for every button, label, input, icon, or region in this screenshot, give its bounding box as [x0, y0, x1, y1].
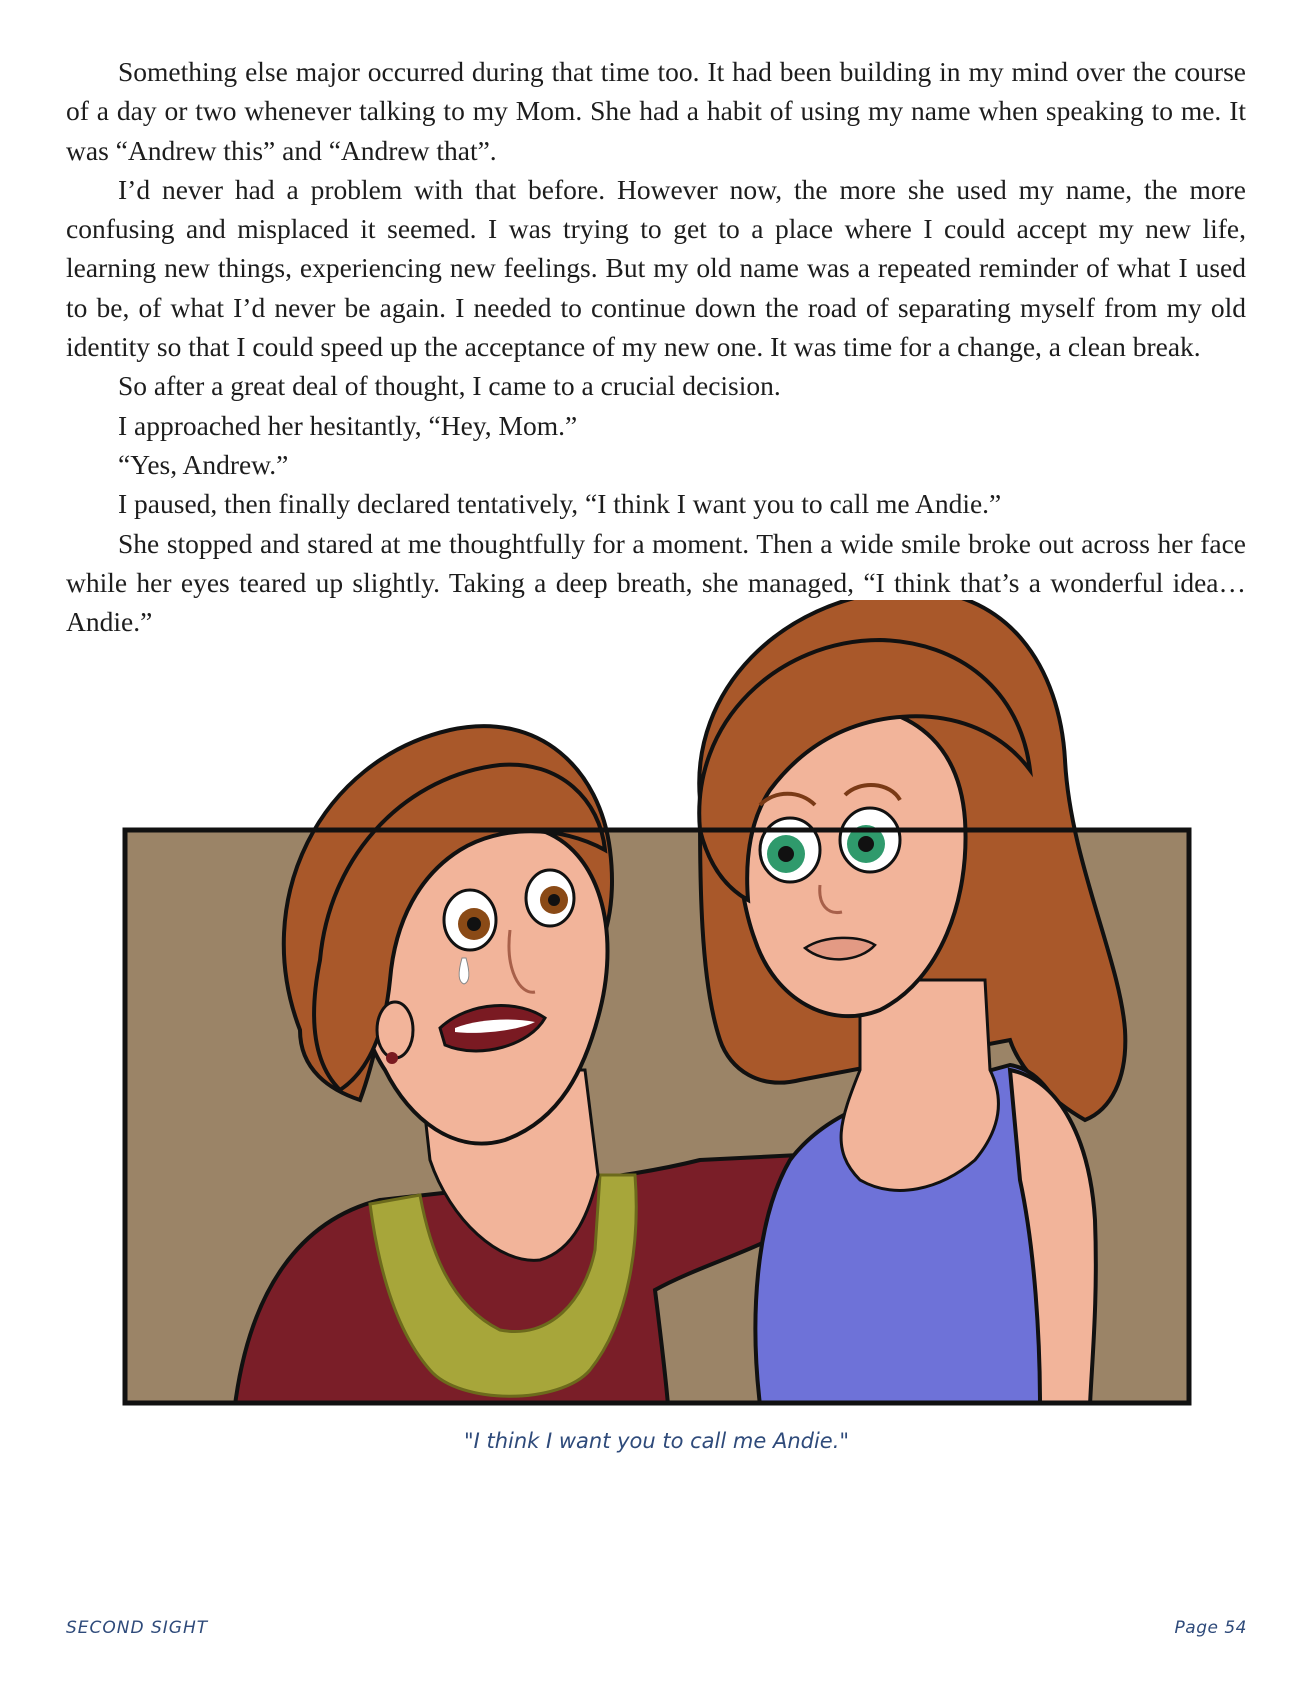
illustration-caption: "I think I want you to call me Andie." — [463, 1429, 850, 1453]
paragraph: I paused, then finally declared tentatively, “I think I want you to call me Andie.” — [118, 488, 1002, 520]
illustration — [0, 600, 1313, 1430]
daughter-pupil-left — [778, 846, 794, 862]
illustration-art — [0, 600, 1313, 1430]
mom-pupil-right — [548, 894, 560, 906]
paragraph: “Yes, Andrew.” — [118, 448, 289, 480]
paragraph: I’d never had a problem with that before. However now, the more she used my name, the more confusing and misplaced it seemed. I was trying to get to a place where I could accept my new life, learning new things, experiencing new feelings. But my old name was a repeated reminder of what I used to be, of what I’d never be again. I needed to continue down the road of separating myself from my old identity so that I could speed up the acceptance of my new one. It was time for a change, a clean break. — [66, 173, 1246, 363]
mom-ear — [377, 1002, 413, 1058]
page-number: Page 54 — [1174, 1618, 1247, 1638]
book-title: SECOND SIGHT — [66, 1618, 209, 1638]
mom-pupil-left — [467, 917, 481, 931]
paragraph: So after a great deal of thought, I came to a crucial decision. — [118, 370, 781, 402]
mom-tear — [459, 958, 469, 984]
mom-earring — [386, 1052, 398, 1064]
paragraph: She stopped and stared at me thoughtfully for a moment. Then a wide smile broke out across her face while her eyes teared up slightly. Taking a deep breath, she managed, “I think that’s a wonderful idea… Andie.” — [66, 527, 1246, 638]
body-text — [66, 52, 1246, 641]
daughter-pupil-right — [858, 836, 874, 852]
paragraph: I approached her hesitantly, “Hey, Mom.” — [118, 409, 578, 441]
paragraph: Something else major occurred during that time too. It had been building in my mind over the course of a day or two whenever talking to my Mom. She had a habit of using my name when speaking to me. It was “Andrew this” and “Andrew that”. — [66, 56, 1246, 166]
